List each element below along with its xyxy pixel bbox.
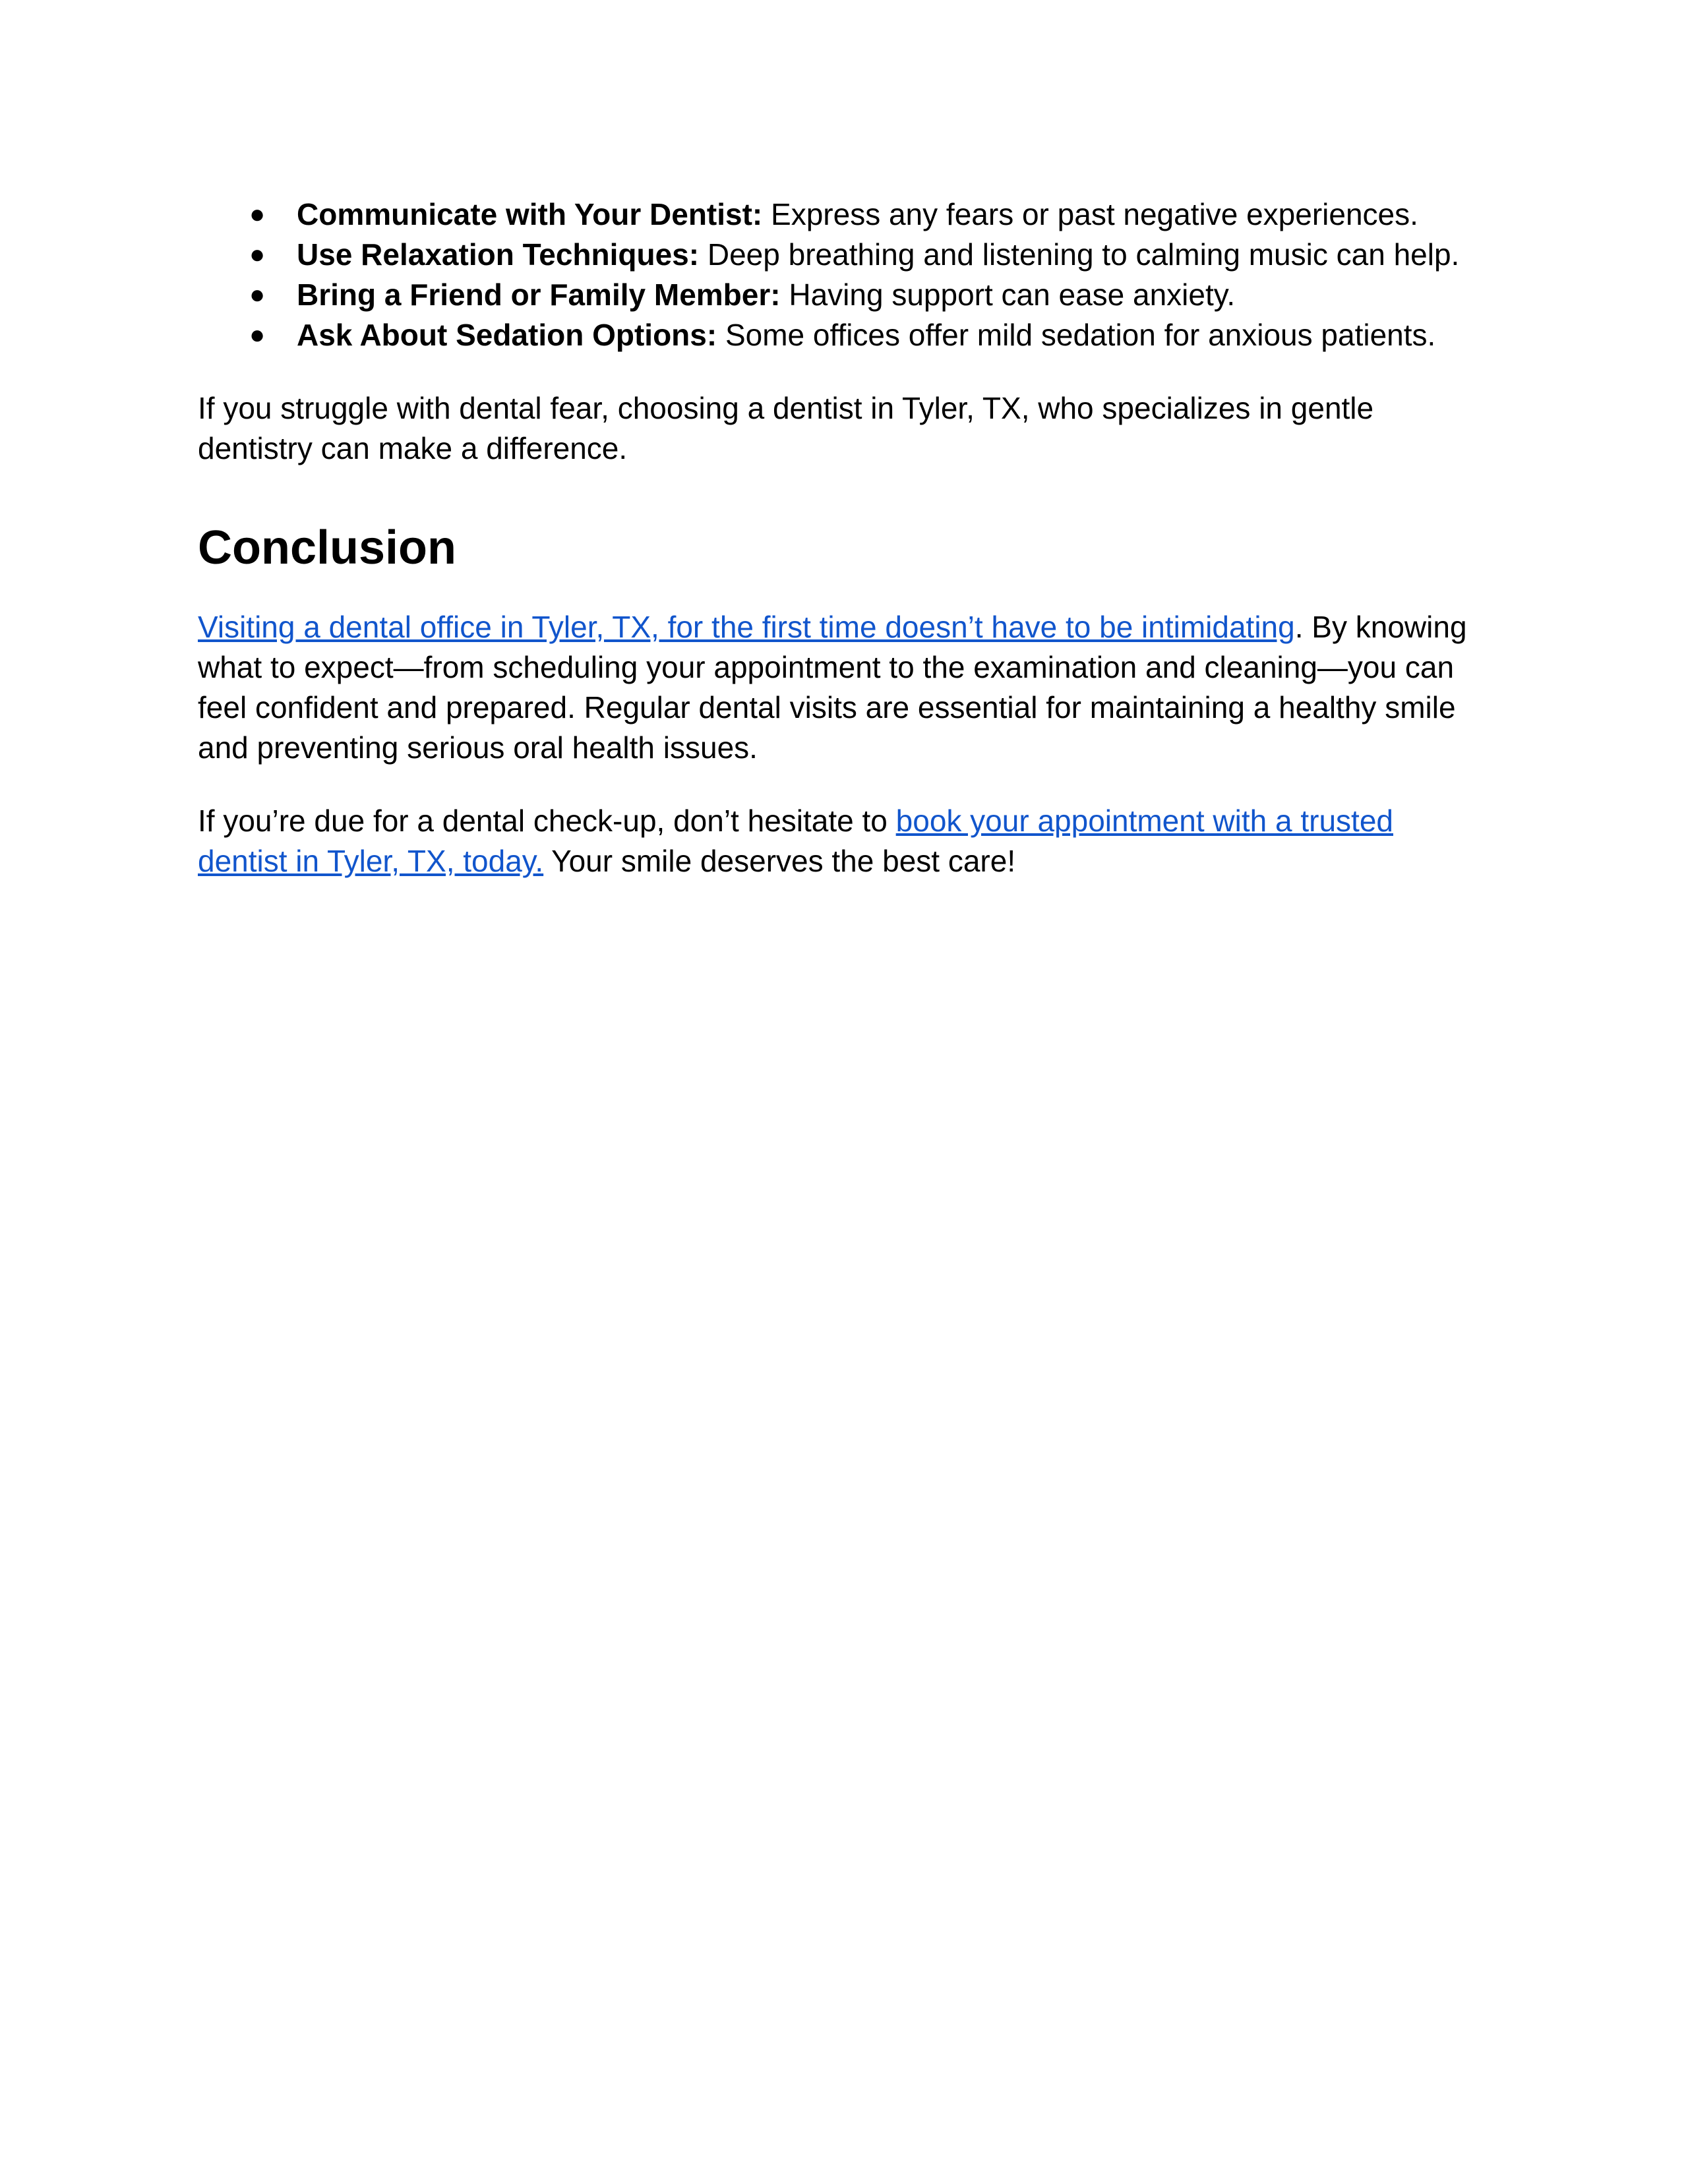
list-item	[198, 235, 1490, 275]
bullet-icon: ●	[249, 280, 266, 309]
list-item	[198, 194, 1490, 235]
conclusion-heading: Conclusion	[198, 521, 456, 574]
book-appointment-link[interactable]: book your appointment with a trusted dentist in Tyler, TX, today.	[198, 804, 1393, 878]
list-item	[198, 275, 1490, 315]
cta-text-after: Your smile deserves the best care!	[543, 844, 1016, 878]
tip-label: Communicate with Your Dentist:	[297, 197, 763, 231]
tip-text: Having support can ease anxiety.	[780, 278, 1236, 312]
conclusion-paragraph	[198, 607, 1490, 768]
tip-text: Some offices offer mild sedation for anxious patients.	[717, 318, 1436, 352]
bullet-icon: ●	[249, 240, 266, 269]
tip-label: Use Relaxation Techniques:	[297, 237, 700, 272]
list-item	[198, 315, 1490, 355]
conclusion-paragraph-text: . By knowing what to expect—from scheduling your appointment to the examination and cleaning—you can feel confident and prepared. Regular dental visits are essential for maintaining a healthy smile and preventing serious oral health issues.	[198, 610, 1467, 765]
tip-label: Ask About Sedation Options:	[297, 318, 717, 352]
dental-fear-paragraph: If you struggle with dental fear, choosing a dentist in Tyler, TX, who specializes in gentle dentistry can make a difference.	[198, 391, 1374, 465]
call-to-action-paragraph	[198, 801, 1490, 881]
document-body	[198, 194, 1490, 881]
visiting-dental-office-link[interactable]: Visiting a dental office in Tyler, TX, for the first time doesn’t have to be intimidating	[198, 610, 1295, 644]
tip-text: Deep breathing and listening to calming music can help.	[699, 237, 1460, 272]
bullet-icon: ●	[249, 320, 266, 349]
cta-text-before: If you’re due for a dental check-up, don’t hesitate to	[198, 804, 896, 838]
tip-text: Express any fears or past negative experiences.	[762, 197, 1418, 231]
anxiety-tips-list	[198, 194, 1490, 355]
tip-label: Bring a Friend or Family Member:	[297, 278, 781, 312]
bullet-icon: ●	[249, 200, 266, 229]
